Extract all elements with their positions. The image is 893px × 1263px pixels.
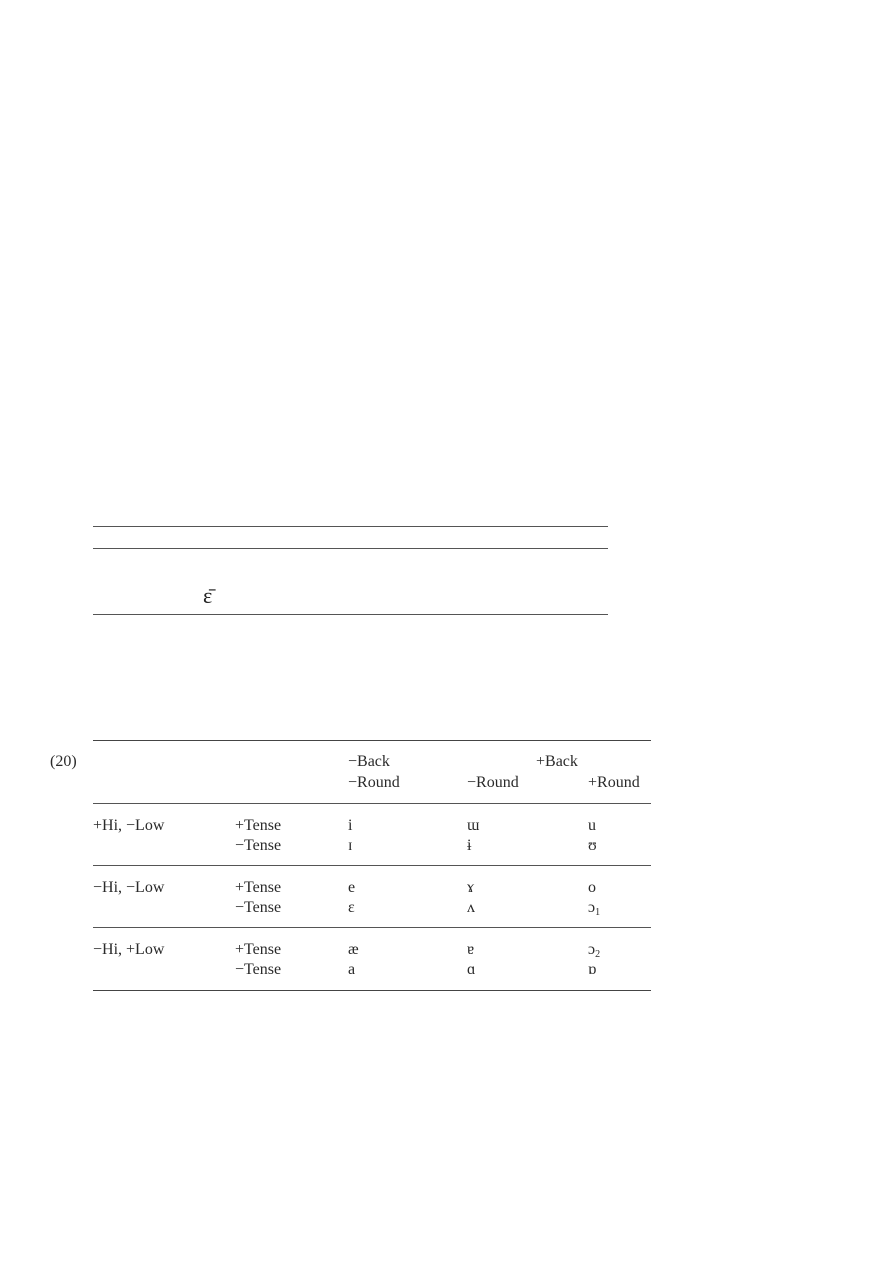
header-rule (93, 803, 651, 804)
vowel-cell: ʊ (588, 837, 597, 854)
vowel-cell: ɐ (467, 941, 475, 958)
row-tense-label: −Tense (235, 899, 282, 916)
row-height-label: +Hi, −Low (93, 817, 165, 834)
vowel-cell: e (348, 879, 356, 896)
header-col2-round: −Round (467, 774, 519, 791)
row-tense-label: +Tense (235, 817, 282, 834)
upper-table-glyph: ɛ̄ (203, 583, 213, 608)
row-height-label: −Hi, +Low (93, 941, 165, 958)
header-plus-back: +Back (536, 753, 578, 770)
vowel-cell (588, 940, 600, 960)
upper-table-top-rule (93, 526, 608, 527)
vowel-cell: æ (348, 941, 359, 958)
header-col3-round: +Round (588, 774, 640, 791)
upper-table-header-rule (93, 548, 608, 549)
vowel-cell: ɯ (467, 817, 480, 834)
row-tense-label: −Tense (235, 961, 282, 978)
row-tense-label: +Tense (235, 879, 282, 896)
example-number: (20) (50, 753, 77, 770)
vowel-base: ɔ (588, 941, 596, 958)
vowel-cell: ɨ (467, 837, 472, 854)
row-tense-label: −Tense (235, 837, 282, 854)
vowel-subscript: 2 (595, 949, 601, 960)
vowel-subscript: 1 (595, 907, 601, 918)
vowel-cell: a (348, 961, 356, 978)
vowel-cell: o (588, 879, 596, 896)
vowel-cell: ɒ (588, 961, 597, 978)
vowel-cell: ɪ (348, 837, 353, 854)
table-bottom-rule (93, 990, 651, 991)
vowel-cell: ɛ (348, 899, 355, 916)
vowel-cell: ɑ (467, 961, 476, 978)
upper-table-bottom-rule (93, 614, 608, 615)
vowel-cell: u (588, 817, 596, 834)
vowel-cell (588, 898, 600, 918)
vowel-cell: ʌ (467, 899, 475, 916)
vowel-feature-table (93, 740, 651, 992)
group-rule (93, 927, 651, 928)
vowel-cell: ɤ (467, 879, 475, 896)
header-minus-back: −Back (348, 753, 390, 770)
row-tense-label: +Tense (235, 941, 282, 958)
row-height-label: −Hi, −Low (93, 879, 165, 896)
table-top-rule (93, 740, 651, 741)
vowel-base: ɔ (588, 899, 596, 916)
vowel-cell: i (348, 817, 353, 834)
group-rule (93, 865, 651, 866)
header-col1-round: −Round (348, 774, 400, 791)
